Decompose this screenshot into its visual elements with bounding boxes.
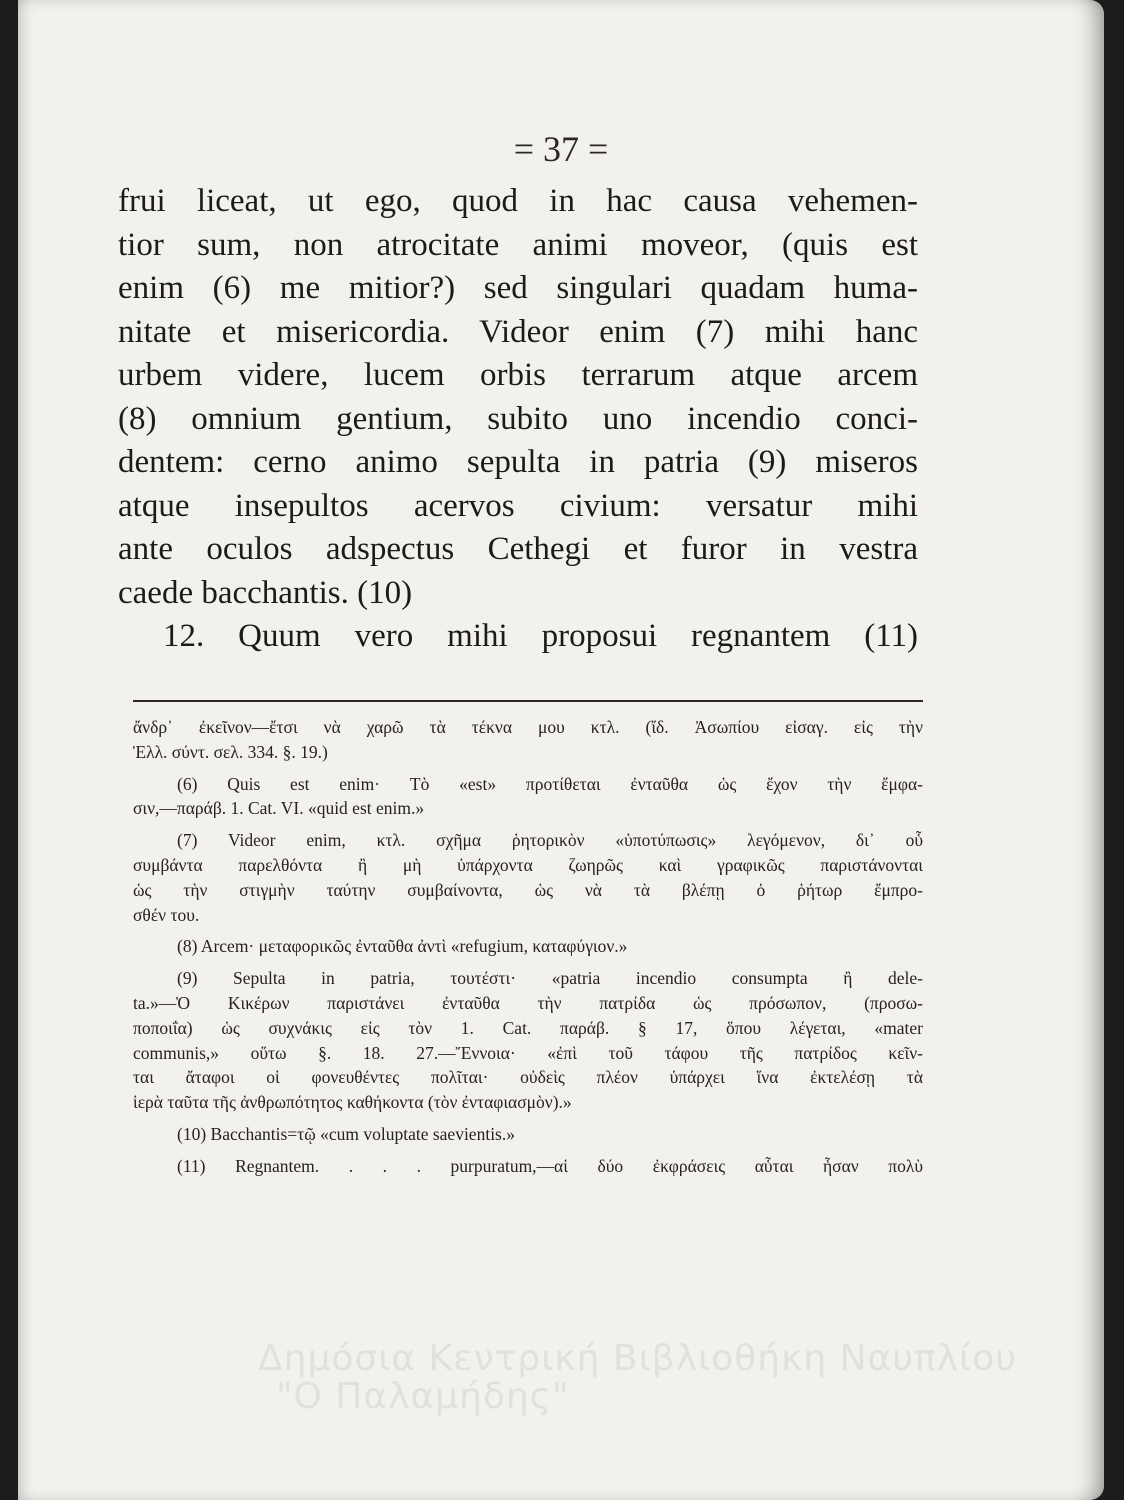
library-watermark <box>258 1340 1104 1416</box>
text-line: urbem videre, lucem orbis terrarum atque arcem <box>118 357 918 393</box>
footnote-10 <box>133 1122 923 1147</box>
footnote-7 <box>133 828 923 927</box>
text-line: frui liceat, ut ego, quod in hac causa vehemen- <box>118 183 918 219</box>
footnote-8 <box>133 934 923 959</box>
text-line: ante oculos adspectus Cethegi et furor in vestra <box>118 531 918 567</box>
footnote-line: (6) Quis est enim· Τὸ «est» προτίθεται ἐνταῦθα ὡς ἔχον τὴν ἔμφα- <box>177 773 923 794</box>
footnote-line: (7) Videor enim, κτλ. σχῆμα ῥητορικὸν «ὑποτύπωσις» λεγόμενον, δι᾽ οὗ <box>177 830 923 851</box>
watermark-line: "Ο Παλαμήδης" <box>276 1376 570 1417</box>
main-text <box>118 180 918 659</box>
footnote-line: Ἑλλ. σύντ. σελ. 334. §. 19.) <box>133 741 328 762</box>
footnote-line: communis,» οὕτω §. 18. 27.—Ἔννοια· «ἐπὶ τοῦ τάφου τῆς πατρίδος κεῖν- <box>133 1042 923 1063</box>
footnote-line: σθέν του. <box>133 904 200 925</box>
footnote-line: συμβάντα παρελθόντα ἢ μὴ ὑπάρχοντα ζωηρῶς καὶ γραφικῶς παριστάνονται <box>133 854 923 875</box>
section-start-line: 12. Quum vero mihi proposui regnantem (11) <box>163 618 918 654</box>
footnote-line: ἱερὰ ταῦτα τῆς ἀνθρωπότητος καθήκοντα (τὸν ἐνταφιασμὸν).» <box>133 1092 572 1113</box>
footnote-6 <box>133 772 923 822</box>
footnote-line: ta.»—Ὁ Κικέρων παριστάνει ἐνταῦθα τὴν πατρίδα ὡς πρόσωπον, (προσω- <box>133 992 923 1013</box>
footnote-line: (8) Arcem· μεταφορικῶς ἐνταῦθα ἀντὶ «refugium, καταφύγιον.» <box>177 936 628 957</box>
footnote-line: ἄνδρ᾽ ἐκεῖνον—ἔτσι νὰ χαρῶ τὰ τέκνα μου κτλ. (ἴδ. Ἀσωπίου εἰσαγ. εἰς τὴν <box>133 717 923 737</box>
footnote-line: ποποιΐα) ὡς συχνάκις εἰς τὸν 1. Cat. παράβ. § 17, ὅπου λέγεται, «mater <box>133 1017 923 1038</box>
book-page <box>18 0 1104 1500</box>
footnote-continued <box>133 715 923 765</box>
footnote-line: ὡς τὴν στιγμὴν ταύτην συμβαίνοντα, ὡς νὰ τὰ βλέπῃ ὁ ῥήτωρ ἔμπρο- <box>133 879 923 900</box>
text-line: dentem: cerno animo sepulta in patria (9) miseros <box>118 444 918 480</box>
footnote-line: σιν,—παράβ. 1. Cat. VI. «quid est enim.» <box>133 798 425 819</box>
text-line: enim (6) me mitior?) sed singulari quadam huma- <box>118 270 918 306</box>
footnote-line: (11) Regnantem. . . . purpuratum,—αἱ δύο ἐκφράσεις αὗται ἦσαν πολὺ <box>177 1155 923 1176</box>
footnote-divider <box>133 700 923 702</box>
page-number: = 37 = <box>513 129 609 169</box>
footnote-line: ται ἄταφοι οἱ φονευθέντες πολῖται· οὐδεὶς πλέον ὑπάρχει ἵνα ἐκτελέσῃ τὰ <box>133 1067 923 1088</box>
text-line: atque insepultos acervos civium: versatur mihi <box>118 487 918 524</box>
footnote-11 <box>133 1154 923 1179</box>
text-line: tior sum, non atrocitate animi moveor, (quis est <box>118 226 918 263</box>
footnotes <box>133 715 923 1186</box>
text-line: nitate et misericordia. Videor enim (7) mihi hanc <box>118 313 918 350</box>
watermark-line: Δημόσια Κεντρική Βιβλιοθήκη Ναυπλίου <box>258 1338 1018 1379</box>
text-line: (8) omnium gentium, subito uno incendio conci- <box>118 400 918 437</box>
text-line: caede bacchantis. (10) <box>118 574 413 611</box>
footnote-line: (10) Bacchantis=τῷ «cum voluptate saevientis.» <box>177 1123 515 1144</box>
footnote-9 <box>133 966 923 1115</box>
footnote-line: (9) Sepulta in patria, τουτέστι· «patria incendio consumpta ἢ dele- <box>177 968 923 989</box>
